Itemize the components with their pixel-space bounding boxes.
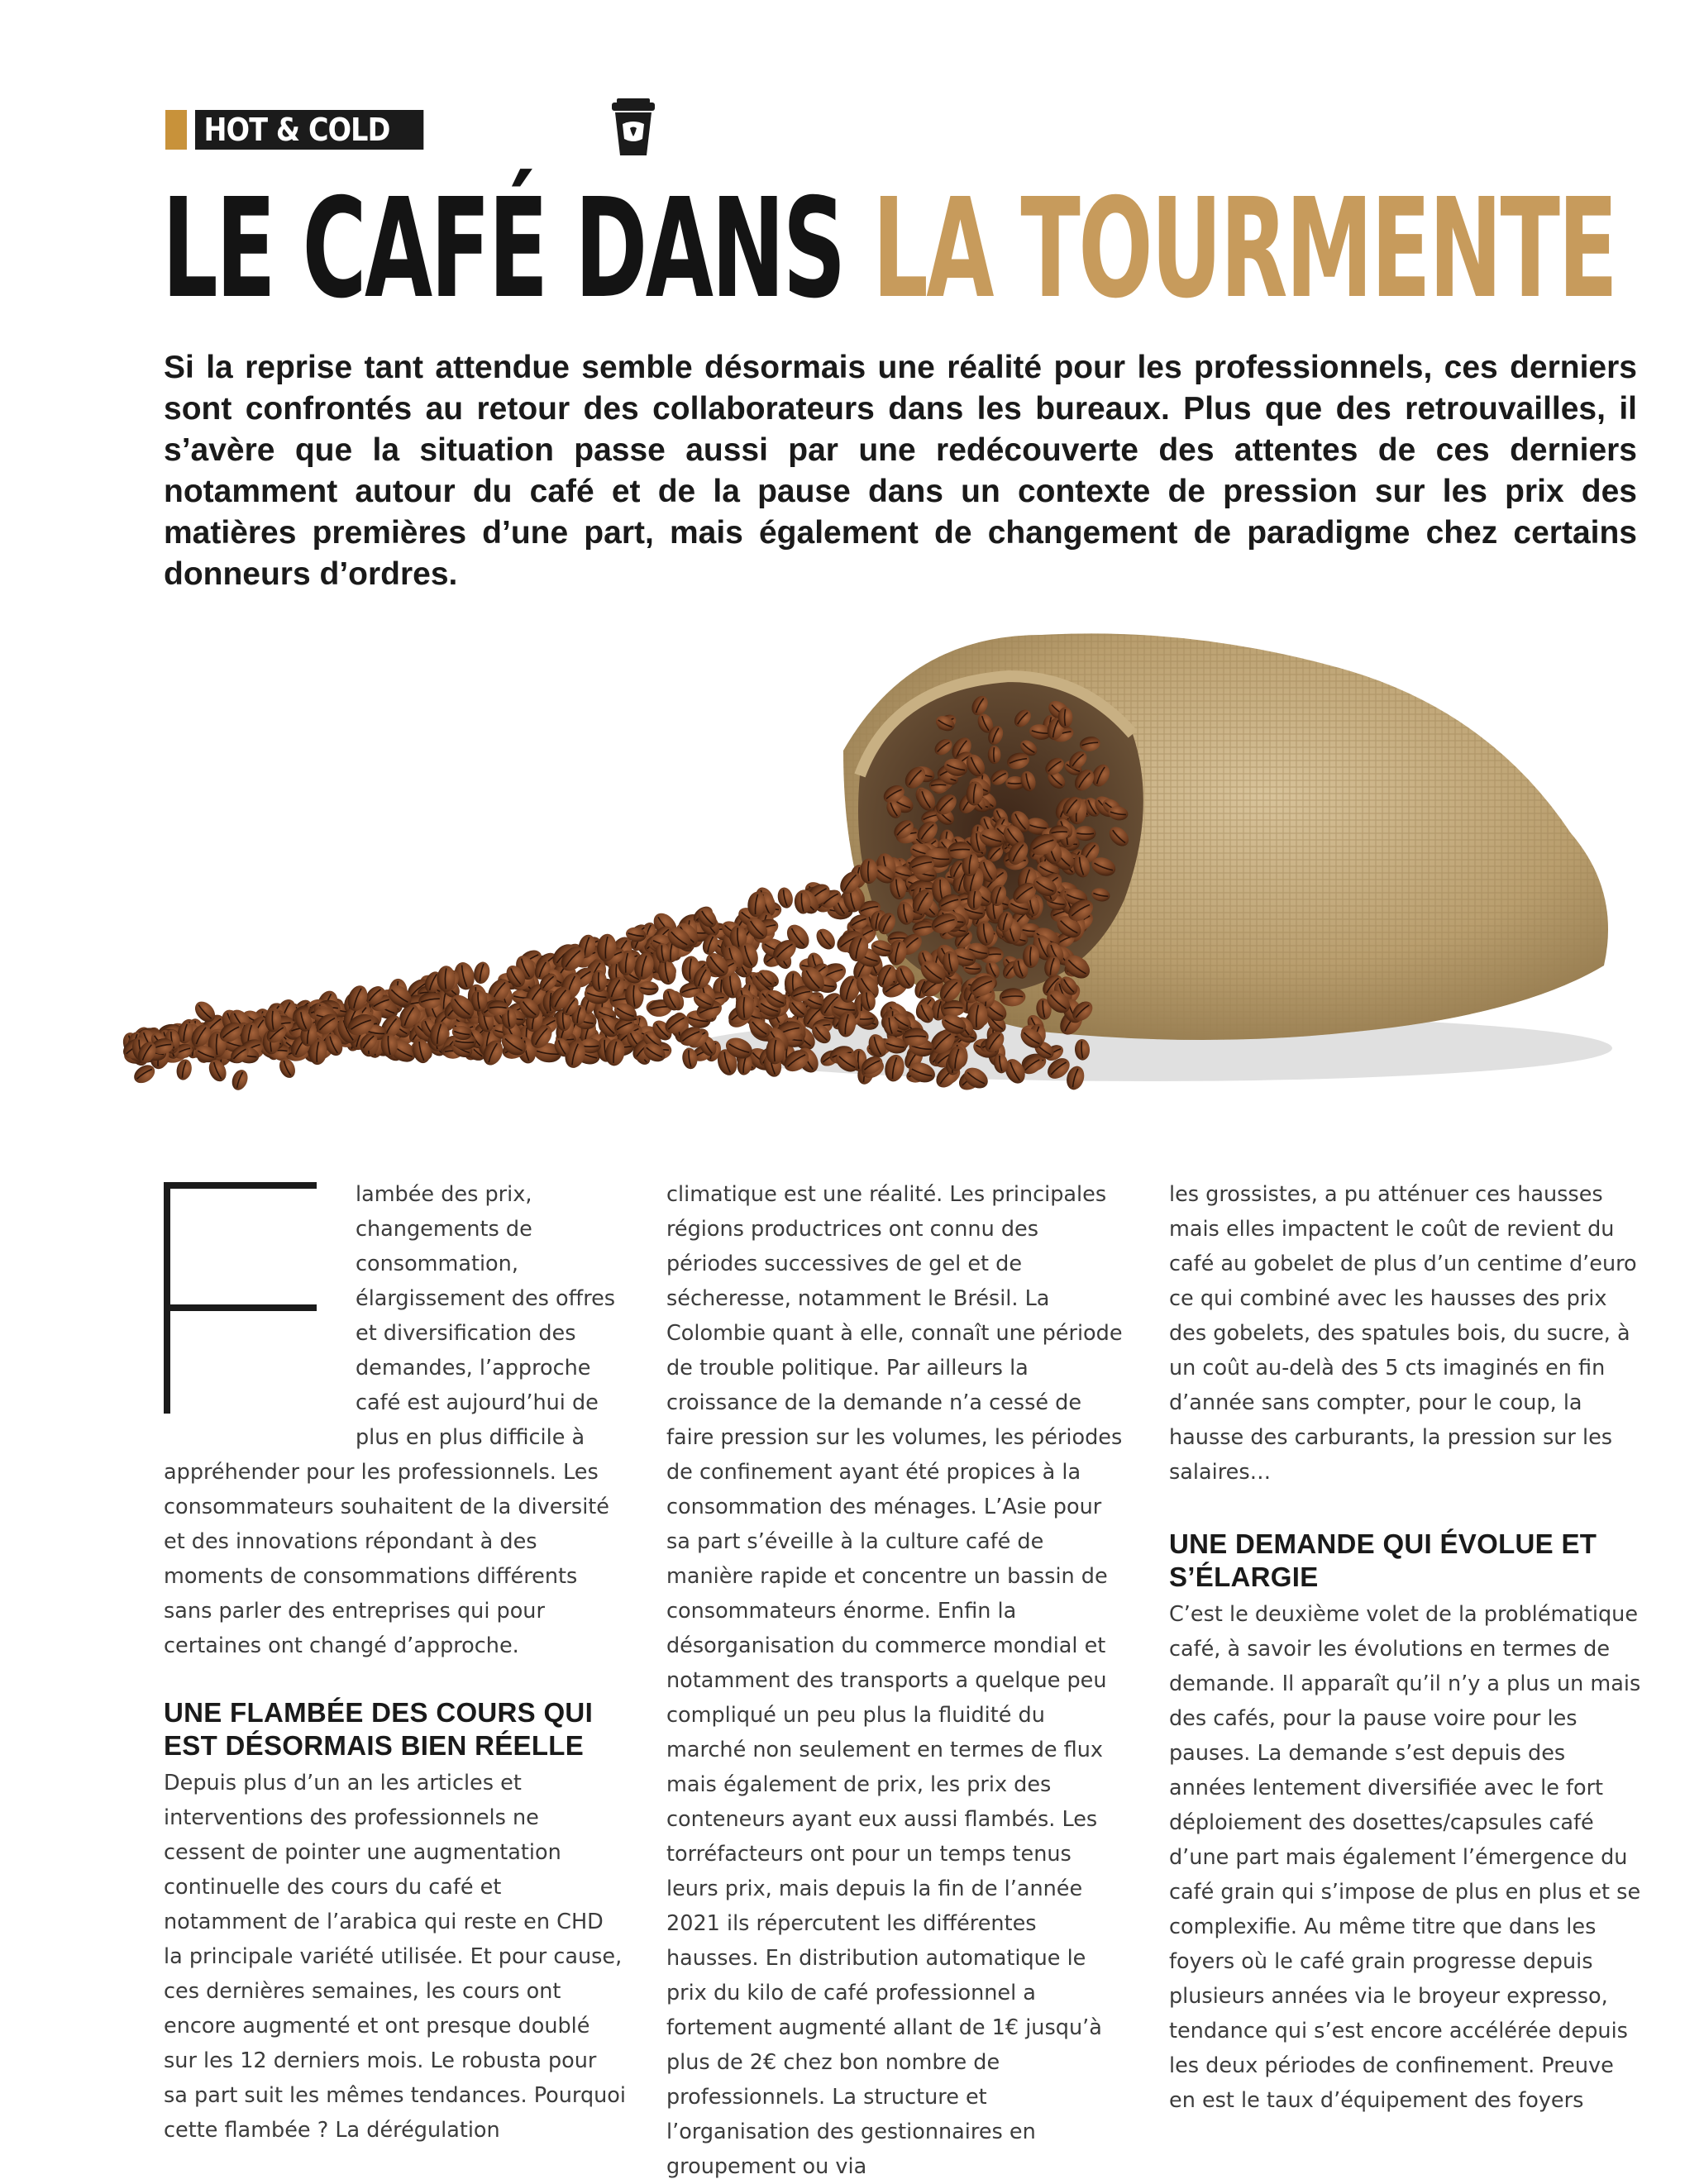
subheading-1: UNE FLAMBÉE DES COURS QUI EST DÉSORMAIS BIEN RÉELLE: [164, 1697, 594, 1761]
column-2: [666, 1177, 1129, 2184]
column-3: [1169, 1177, 1644, 2118]
coffee-bean: [1058, 707, 1073, 727]
article-title: [162, 169, 1616, 329]
coffee-bean: [813, 925, 839, 952]
article-lead: Si la reprise tant attendue semble désormais une réalité pour les professionnels, ces derniers sont confrontés au retour des collaborateurs dans les bureaux. Plus que des retrouvailles, il s’avère que la situation passe aussi par une redécouverte des attentes de ces derniers notamment autour du café et de la pause dans un contexte de pression sur les prix des matières premières d’une part, mais également de changement de paradigme chez certains donneurs d’ordres.: [164, 350, 1637, 592]
subheading-2: UNE DEMANDE QUI ÉVOLUE ET S’ÉLARGIE: [1169, 1528, 1597, 1592]
coffee-bean: [860, 859, 877, 885]
column-1: [164, 1177, 627, 2148]
coffee-bean: [472, 961, 492, 985]
coffee-bean: [229, 1067, 250, 1092]
rubric: [165, 106, 455, 154]
coffee-bean: [487, 1000, 508, 1015]
column-2-body: climatique est une réalité. Les principales régions productrices ont connu des périodes successives de gel et de sécheresse, notamment le Brésil. La Colombie quant à elle, connaît une période de trouble politique. Par ailleurs la croissance de la demande n’a cessé de faire pression sur les volumes, les périodes de confinement ayant été propices à la consommation des ménages. L’Asie pour sa part s’éveille à la culture café de manière rapide et concentre un bassin de consommateurs énorme. Enfin la désorganisation du commerce mondial et notamment des transports a quelque peu compliqué un peu plus la fluidité du marché non seulement en termes de flux mais également de prix, les prix des conteneurs ayant eux aussi flambés. Les torréfacteurs ont pour un temps tenus leurs prix, mais depuis la fin de l’année 2021 ils répercutent les différentes hausses. En distribution automatique le prix du kilo de café professionnel a fortement augmenté allant de 1€ jusqu’à plus de 2€ chez bon nombre de professionnels. La structure et l’organisation des gestionnaires en groupement ou via: [666, 1182, 1123, 2179]
coffee-beans-sack-illustration: [116, 618, 1637, 1131]
rubric-label: HOT & COLD: [195, 110, 423, 150]
rubric-accent-bar: [165, 110, 187, 150]
dropcap-spacer: [164, 1177, 356, 1448]
column-1-body: Depuis plus d’un an les articles et interventions des professionnels ne cessent de pointer une augmentation continuelle des cours du café et notamment de l’arabica qui reste en CHD la principale variété utilisée. Et pour cause, ces dernières semaines, les cours ont encore augmenté et ont presque doublé sur les 12 derniers mois. Le robusta pour sa part suit les mêmes tendances. Pourquoi cette flambée ? La dérégulation: [164, 1771, 626, 2143]
column-3-intro: les grossistes, a pu atténuer ces hausses mais elles impactent le coût de revient du café au gobelet de plus d’un centime d’euro ce qui combiné avec les hausses des prix des gobelets, des spatules bois, du sucre, à un coût au-delà des 5 cts imaginés en fin d’année sans compter, pour le coup, la hausse des carburants, la pression sur les salaires…: [1169, 1182, 1637, 1485]
coffee-cup-icon: [609, 98, 658, 157]
coffee-bean: [736, 994, 754, 1020]
column-3-body: C’est le deuxième volet de la problématique café, à savoir les évolutions en termes de demande. Il apparaît qu’il n’y a plus un mais des cafés, pour la pause voire pour les pauses. La demande s’est depuis des années lentement diversifiée avec le fort déploiement des dosettes/capsules café d’une part mais également l’émergence du café grain qui s’impose de plus en plus et se complexifie. Au même titre que dans les foyers où le café grain progresse depuis plusieurs années via le broyeur expresso, tendance qui s’est encore accélérée depuis les deux périodes de confinement. Preuve en est le taux d’équipement des foyers: [1169, 1602, 1641, 2113]
column-1-intro: lambée des prix, changements de consommation, élargissement des offres et diversification des demandes, l’approche café est aujourd’hui de plus en plus difficile à appréhender pour les professionnels. Les consommateurs souhaitent de la diversité et des innovations répondant à des moments de consommations différents sans parler des entreprises qui pour certaines ont changé d’approche.: [164, 1177, 627, 1663]
title-part-2: LA TOURMENTE: [872, 169, 1616, 329]
title-part-1: LE CAFÉ DANS: [162, 169, 844, 329]
